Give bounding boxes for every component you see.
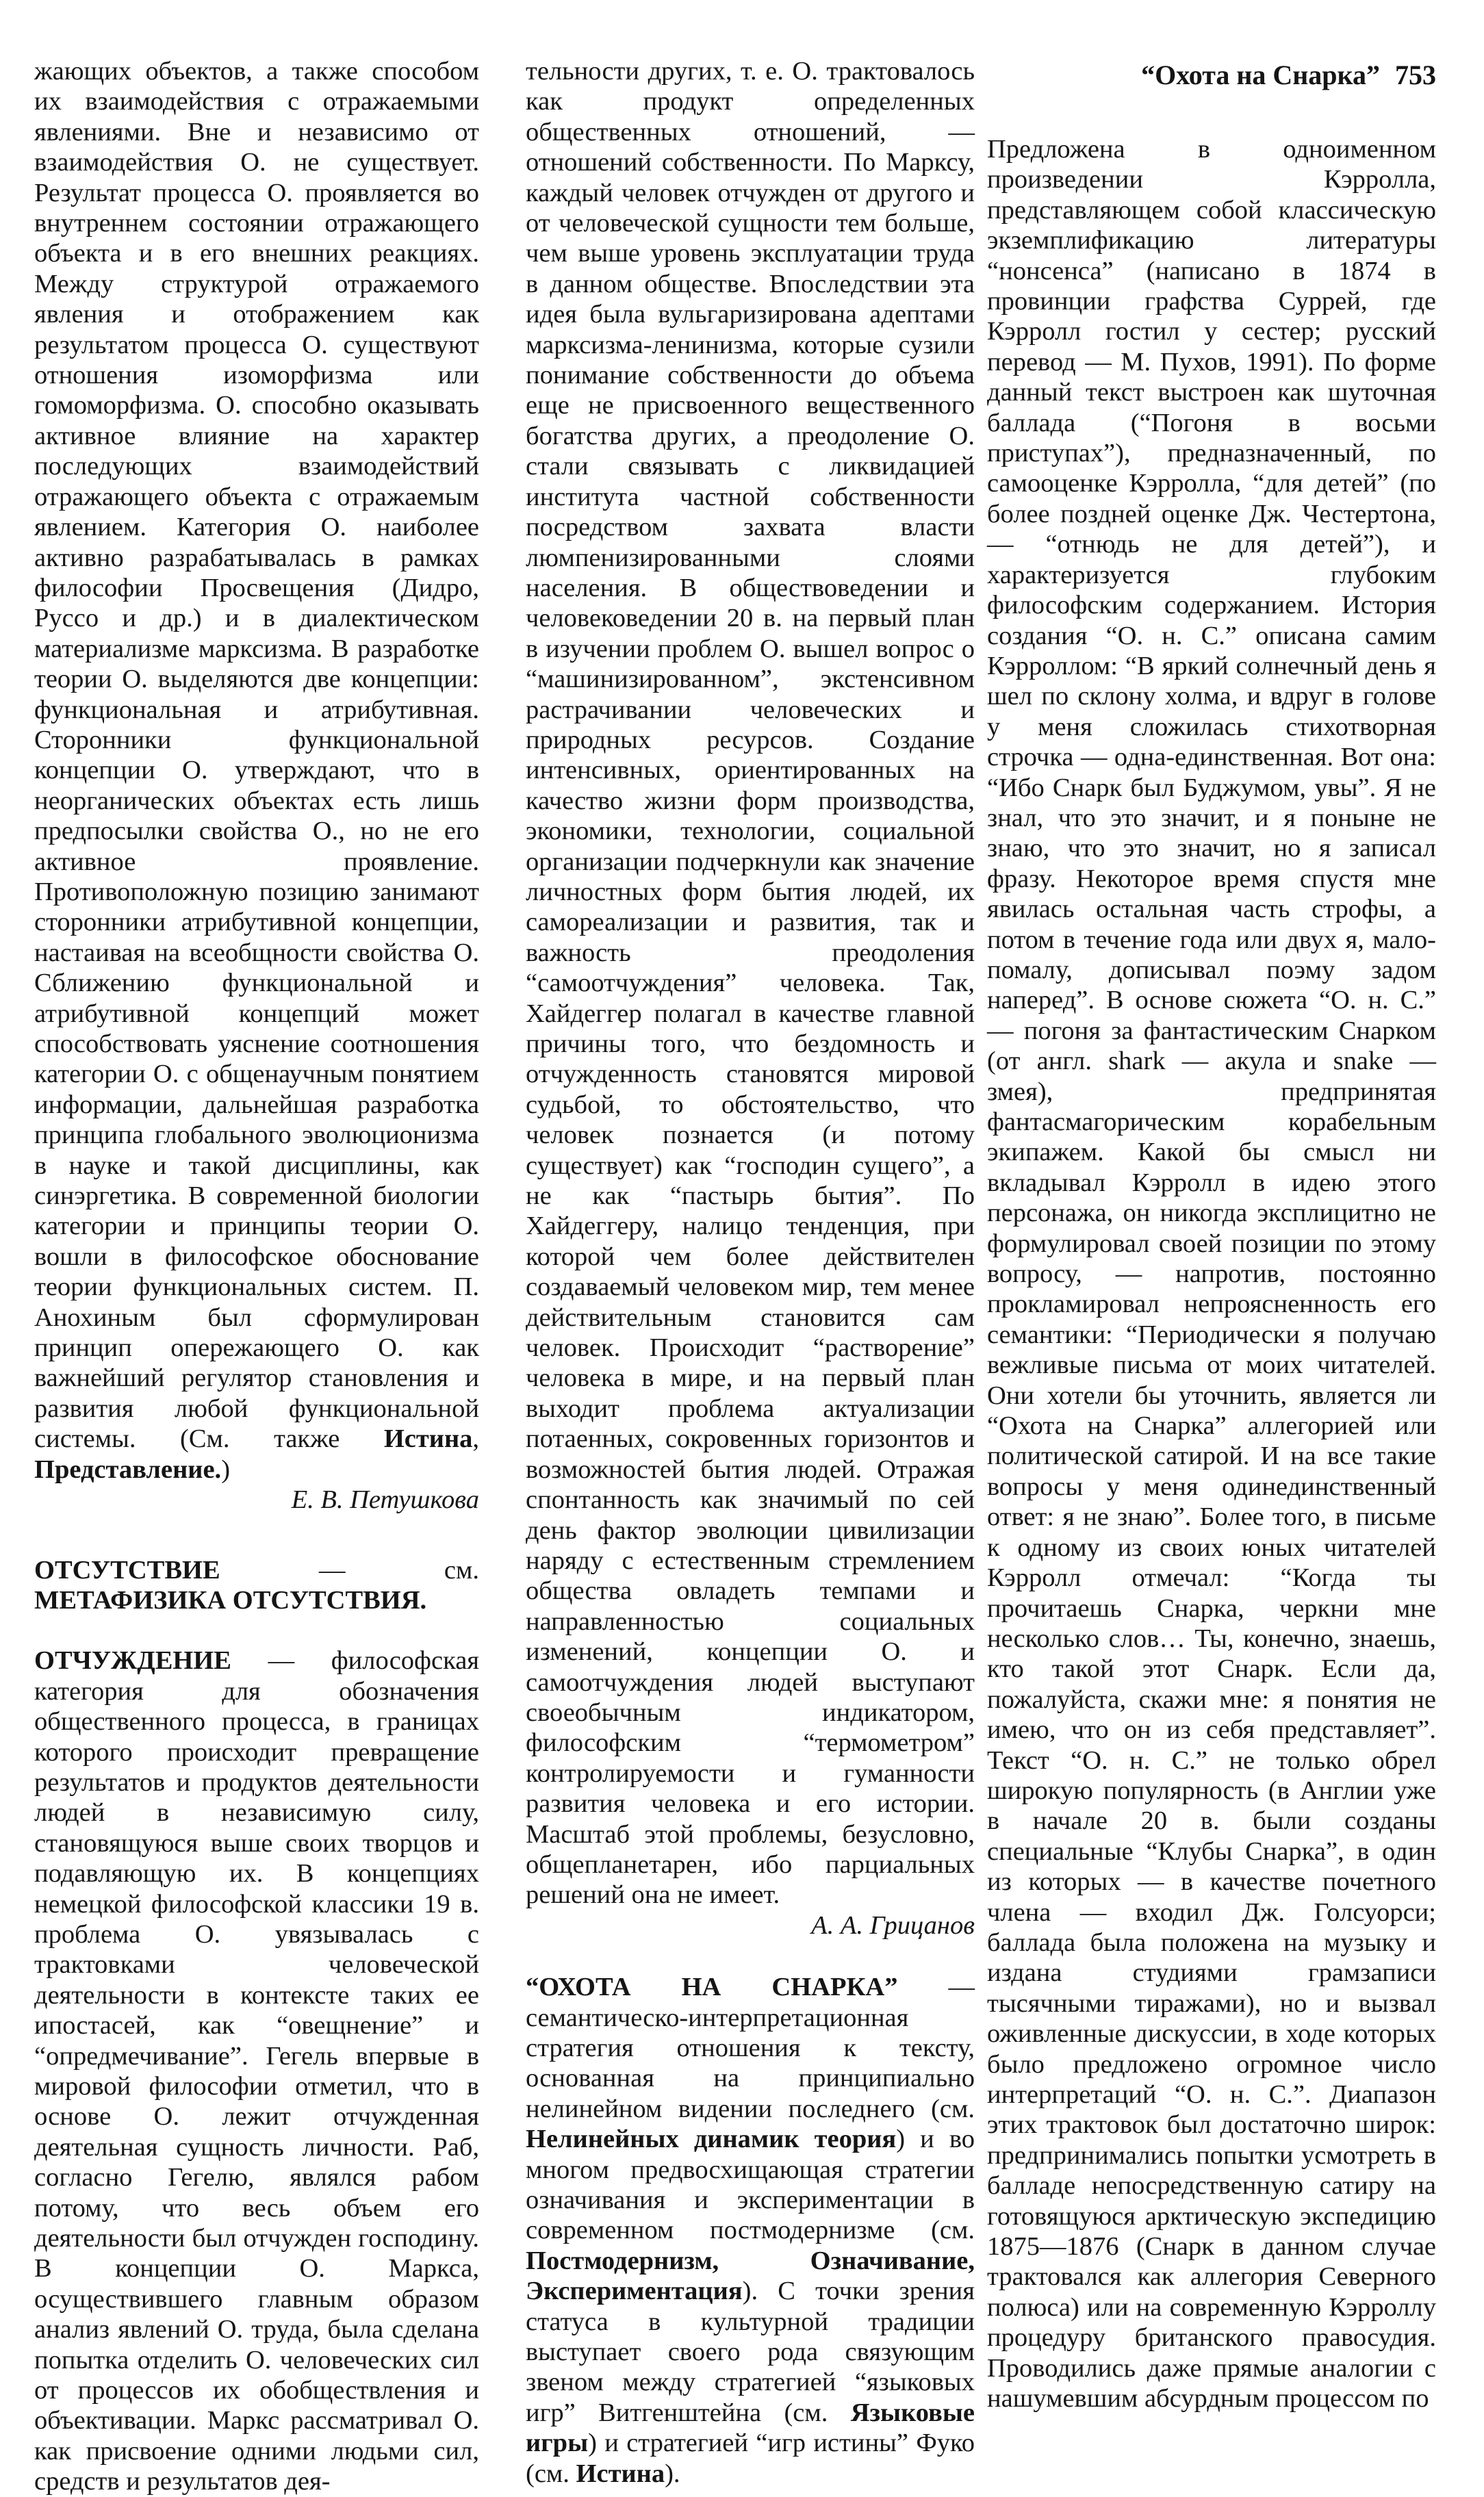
entry-okhota-na-snarka: “ОХОТА НА СНАРКА” — семантическо-интерпретационная стратегия отношения к тексту, основанная на принципиально нелинейном видении последнего (см. Нелинейных динамик теория) и во многом предвосхищающая стратегии означивания и экспериментации в современном постмодернизме (см. Постмодернизм, Означивание, Экспериментация). С точки зрения статуса в культурной традиции выступает своего рода связующим звеном между стратегией “языковых игр” Витгенштейна (см. Языковые игры) и стратегией “игр истины” Фуко (см. Истина). bbox=[526, 1973, 975, 2488]
ref-predstavlenie: Представление. bbox=[34, 1455, 222, 1484]
column-3 bbox=[987, 134, 1436, 2413]
ref-istina-2: Истина bbox=[576, 2459, 665, 2488]
entry-otsutstvie: ОТСУТСТВИЕ — см. МЕТАФИЗИКА ОТСУТСТВИЯ. bbox=[34, 1555, 479, 1615]
column-1 bbox=[34, 56, 479, 2496]
page-number: 753 bbox=[1395, 60, 1436, 90]
ref-nelineinykh-dinamik: Нелинейных динамик теория bbox=[526, 2125, 897, 2154]
running-title: “Охота на Снарка” bbox=[1141, 60, 1380, 90]
running-header bbox=[1141, 59, 1436, 91]
headword-okhota-na-snarka: “ОХОТА НА СНАРКА” bbox=[526, 1973, 898, 2002]
column-2 bbox=[526, 56, 975, 2488]
otchuzhdenie-continuation: тельности других, т. е. О. трактовалось как продукт определенных общественных отношений, — отношений собственности. По Марксу, каждый человек отчужден от другого и от человеческой сущности тем больше, чем выше уровень эксплуатации труда в данном обществе. Впоследствии эта идея была вульгаризирована адептами марксизма-ленинизма, которые сузили понимание собственности до объема еще не присвоенного вещественного богатства других, а преодоление О. стали связывать с ликвидацией института частной собственности посредством захвата власти люмпенизированными слоями населения. В обществоведении и человековедении 20 в. на первый план в изучении проблем О. вышел вопрос о “машинизированном”, экстенсивном растрачивании человеческих и природных ресурсов. Создание интенсивных, ориентированных на качество жизни форм производства, экономики, технологии, социальной организации подчеркнули как значение личностных форм бытия людей, их самореализации и развития, так и важность преодоления “самоотчуждения” человека. Так, Хайдеггер полагал в качестве главной причины того, что бездомность и отчужденность становятся мировой судьбой, то обстоятельство, что человек познается (и потому существует) как “господин сущего”, а не как “пастырь бытия”. По Хайдеггеру, налицо тенденция, при которой чем более действителен создаваемый человеком мир, тем менее действительным становится сам человек. Происходит “растворение” человека в мире, и на первый план выходит проблема актуализации потаенных, сокровенных горизонтов и возможностей бытия людей. Отражая спонтанность как значимый по сей день фактор эволюции цивилизации наряду с естественным стремлением общества овладеть темпами и направленностью социальных изменений, концепции О. и самоотчуждения людей выступают своеобычным индикатором, философским “термометром” контролируемости и гуманности развития человека и его истории. Масштаб этой проблемы, безусловно, общепланетарен, ибо парциальных решений она не имеет. bbox=[526, 57, 975, 1910]
ref-yazykovye-igry: Языковые игры bbox=[526, 2398, 975, 2458]
author-gritsanov: А. А. Грицанов bbox=[811, 1910, 975, 1940]
author-petushkova: Е. В. Петушкова bbox=[291, 1485, 479, 1515]
otrazhenie-continuation: жающих объектов, а также способом их взаимодействия с отражаемыми явлениями. Вне и независимо от взаимодействия О. не существует. Результат процесса О. проявляется во внутреннем состоянии отражающего объекта и в его внешних реакциях. Между структурой отражаемого явления и отображением как результатом процесса О. существуют отношения изоморфизма или гомоморфизма. О. способно оказывать активное влияние на характер последующих взаимодействий отражающего объекта с отражаемым явлением. Категория О. наиболее активно разрабатывалась в рамках философии Просвещения (Дидро, Руссо и др.) и в диалектическом материализме марксизма. В разработке теории О. выделяются две концепции: функциональная и атрибутивная. Сторонники функциональной концепции О. утверждают, что в неорганических объектах есть лишь предпосылки свойства О., но не его активное проявление. Противоположную позицию занимают сторонники атрибутивной концепции, настаивая на всеобщности свойства О. Сближению функциональной и атрибутивной концепций может способствовать уяснение соотношения категории О. с общенаучным понятием информации, дальнейшая разработка принципа глобального эволюционизма в науке и такой дисциплины, как синэргетика. В современной биологии категории и принципы теории О. вошли в философское обоснование теории функциональных систем. П. Анохиным был сформулирован принцип опережающего О. как важнейший регулятор становления и развития любой функциональной системы. (См. также Истина, Представление.) bbox=[34, 57, 479, 1484]
entry-otchuzhdenie: ОТЧУЖДЕНИЕ — философская категория для обозначения общественного процесса, в границах которого происходит превращение результатов и продуктов деятельности людей в независимую силу, становящуюся выше своих творцов и подавляющую их. В концепциях немецкой философской классики 19 в. проблема О. увязывалась с трактовками человеческой деятельности в контексте таких ее ипостасей, как “овещнение” и “опредмечивание”. Гегель впервые в мировой философии отметил, что в основе О. лежит отчужденная деятельная сущность личности. Раб, согласно Гегелю, являлся рабом потому, что весь объем его деятельности был отчужден господину. В концепции О. Маркса, осуществившего главным образом анализ явлений О. труда, была сделана попытка отделить О. человеческих сил от процессов их обобществления и объективации. Маркс рассматривал О. как присвоение одними людьми сил, средств и результатов дея- bbox=[34, 1646, 479, 2496]
ref-postmodernizm: Постмодернизм, Означивание, Экспериментация bbox=[526, 2246, 975, 2306]
okhota-continuation: Предложена в одноименном произведении Кэрролла, представляющем собой классическую экземплификацию литературы “нонсенса” (написано в 1874 в провинции графства Суррей, где Кэрролл гостил у сестер; русский перевод — М. Пухов, 1991). По форме данный текст выстроен как шуточная баллада (“Погоня в восьми приступах”), предназначенный, по самооценке Кэрролла, “для детей” (по более поздней оценке Дж. Честертона, — “отнюдь не для детей”), и характеризуется глубоким философским содержанием. История создания “О. н. С.” описана самим Кэрроллом: “В яркий солнечный день я шел по склону холма, и вдруг в голове у меня сложилась стихотворная строчка — одна-единственная. Вот она: “Ибо Снарк был Буджумом, увы”. Я не знал, что это значит, и я поныне не знаю, что это значит, но я записал фразу. Некоторое время спустя мне явилась остальная часть строфы, а потом в течение года или двух я, мало-помалу, дописывал поэму задом наперед”. В основе сюжета “О. н. С.” — погоня за фантастическим Снарком (от англ. shark — акула и snake — змея), предпринятая фантасмагорическим корабельным экипажем. Какой бы смысл ни вкладывал Кэрролл в идею этого персонажа, он никогда эксплицитно не формулировал своей позиции по этому вопросу, — напротив, постоянно прокламировал непроясненность его семантики: “Периодически я получаю вежливые письма от моих читателей. Они хотели бы уточнить, является ли “Охота на Снарка” аллегорией или политической сатирой. И на все такие вопросы у меня одинединственный ответ: я не знаю”. Более того, в письме к одному из своих юных читателей Кэрролл отмечал: “Когда ты прочитаешь Снарка, черкни мне несколько слов… Ты, конечно, знаешь, кто такой этот Снарк. Если да, пожалуйста, скажи мне: я понятия не имею, что он из себя представляет”. Текст “О. н. С.” не только обрел широкую популярность (в Англии уже в начале 20 в. были созданы специальные “Клубы Снарка”, в один из которых — в качестве почетного члена — входил Дж. Голсуорси; баллада была положена на музыку и издана студиями грамзаписи тысячными тиражами), но и вызвал оживленные дискуссии, в ходе которых было предложено огромное число интерпретаций “О. н. С.”. Диапазон этих трактовок был достаточно широк: предпринимались попытки усмотреть в балладе непосредственную сатиру на готовящуюся арктическую экспедицию 1875—1876 (Снарк в данном случае трактовался как аллегория Северного полюса) или на современную Кэрроллу процедуру британского правосудия. Проводились даже прямые аналогии с нашумевшим абсурдным процессом по bbox=[987, 135, 1436, 2413]
ref-istina: Истина bbox=[383, 1424, 473, 1454]
headword-otchuzhdenie: ОТЧУЖДЕНИЕ bbox=[34, 1646, 231, 1676]
headword-otsutstvie: ОТСУТСТВИЕ bbox=[34, 1555, 220, 1585]
ref-metafizika-otsutstviya: МЕТАФИЗИКА ОТСУТСТВИЯ. bbox=[34, 1585, 427, 1615]
